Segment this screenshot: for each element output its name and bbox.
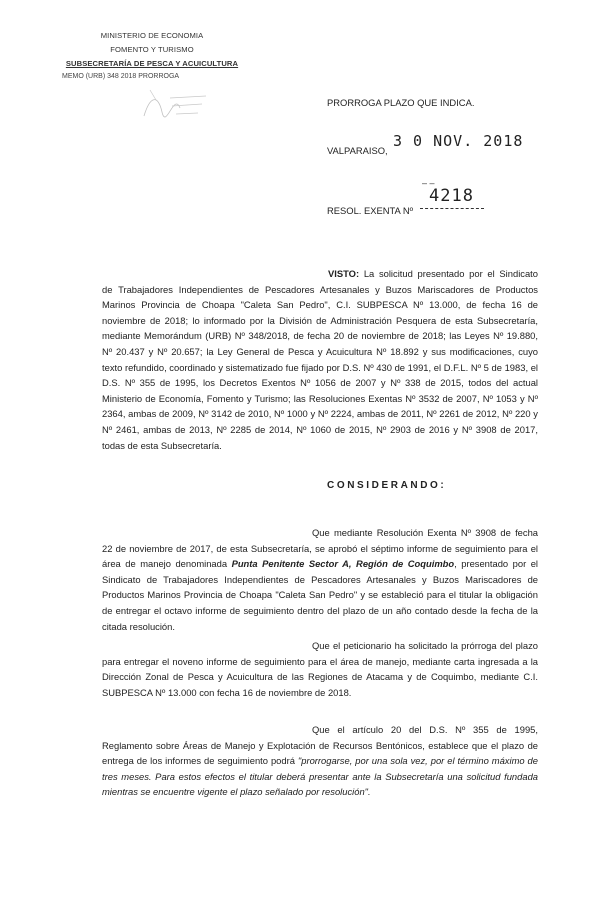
ministry-name: MINISTERIO DE ECONOMIA [100,31,204,40]
ministry-subname: FOMENTO Y TURISMO [110,45,194,54]
visto-paragraph [102,266,538,453]
visto-text: La solicitud presentado por el Sindicato de Trabajadores Independientes de Pescadores Artesanales y Buzos Mariscadores de Productos Marinos Provincia de Choapa "Caleta San Pedro", C.I. SUBPESCA Nº 13.000, de fecha 16 de noviembre de 2018; lo informado por la División de Administración Pesquera de esta Subsecretaría, mediante Memorándum (URB) Nº 348/2018, de fecha 20 de noviembre de 2018; las Leyes Nº 19.880, Nº 20.437 y Nº 20.657; la Ley General de Pesca y Acuicultura Nº 18.892 y sus modificaciones, cuyo texto refundido, coordinado y sistematizado fue fijado por D.S. Nº 430 de 1991, el D.F.L. Nº 5 de 1983, el D.S. Nº 355 de 1995, los Decretos Exentos Nº 1056 de 2007 y Nº 338 de 2015, todos del actual Ministerio de Economía, Fomento y Turismo; las Resoluciones Exentas Nº 3532 de 2007, Nº 1053 y Nº 2364, ambas de 2009, Nº 3142 de 2010, Nº 1000 y Nº 2224, ambas de 2011, Nº 2261 de 2012, Nº 220 y Nº 2461, ambas de 2013, Nº 2285 de 2014, Nº 1060 de 2015, Nº 2903 de 2016 y Nº 3908 de 2017, todas de esta Subsecretaría. [102,268,538,451]
resolution-label: RESOL. EXENTA Nº [327,205,414,216]
considerando-paragraph-1 [102,525,538,634]
resolution-number: 4218 [429,186,474,206]
dash-mark-icon: – – [422,178,435,188]
considerando-p2-text: Que el peticionario ha solicitado la prórroga del plazo para entregar el noveno informe de seguimiento para el área de manejo, mediante carta ingresada a la Dirección Zonal de Pesca y Acuicultura de las Regiones de Atacama y de Coquimbo, mediante C.I. SUBPESCA Nº 13.000 con fecha 16 de noviembre de 2018. [102,640,538,698]
area-name: Punta Penitente Sector A, Región de Coquimbo [231,558,455,570]
considerando-title: CONSIDERANDO: [327,480,447,491]
considerando-p3-quote: "prorrogarse, por una sola vez, por el término máximo de tres meses. Para estos efectos el titular deberá presentar ante la Subsecretaría una solicitud fundada mientras se encuentre vigente el plazo señalado por resolución". [102,755,538,798]
subsecretaria-name: SUBSECRETARÍA DE PESCA Y ACUICULTURA [65,59,239,68]
initials-stamp-icon [140,86,210,126]
considerando-paragraph-2 [102,638,538,700]
visto-label: VISTO: [328,268,360,279]
memo-reference: MEMO (URB) 348 2018 PRORROGA [62,73,180,80]
place-label: VALPARAISO, [327,145,388,156]
document-subject: PRORROGA PLAZO QUE INDICA. [327,97,475,108]
considerando-paragraph-3 [102,722,538,800]
considerando-p1-text-b: , presentado por el Sindicato de Trabajadores Independientes de Pescadores Artesanales y Buzos Mariscadores de Productos Marinos Provincia de Choapa "Caleta San Pedro" y se estableció para el titular la obligación de entregar el octavo informe de seguimiento dentro del plazo de un año contado desde la fecha de la citada resolución. [102,558,539,632]
considerando-p1-text-a: Que mediante Resolución Exenta Nº 3908 de fecha 22 de noviembre de 2017, de esta Subsecretaría, se aprobó el séptimo informe de seguimiento para el área de manejo denominada [102,527,538,570]
resolution-number-underline [420,208,484,209]
considerando-p3-text: Que el artículo 20 del D.S. Nº 355 de 1995, Reglamento sobre Áreas de Manejo y Explotación de Recursos Bentónicos, establece que el plazo de entrega de los informes de seguimiento podrá [102,724,538,767]
stamped-date: 3 0 NOV. 2018 [393,132,524,150]
